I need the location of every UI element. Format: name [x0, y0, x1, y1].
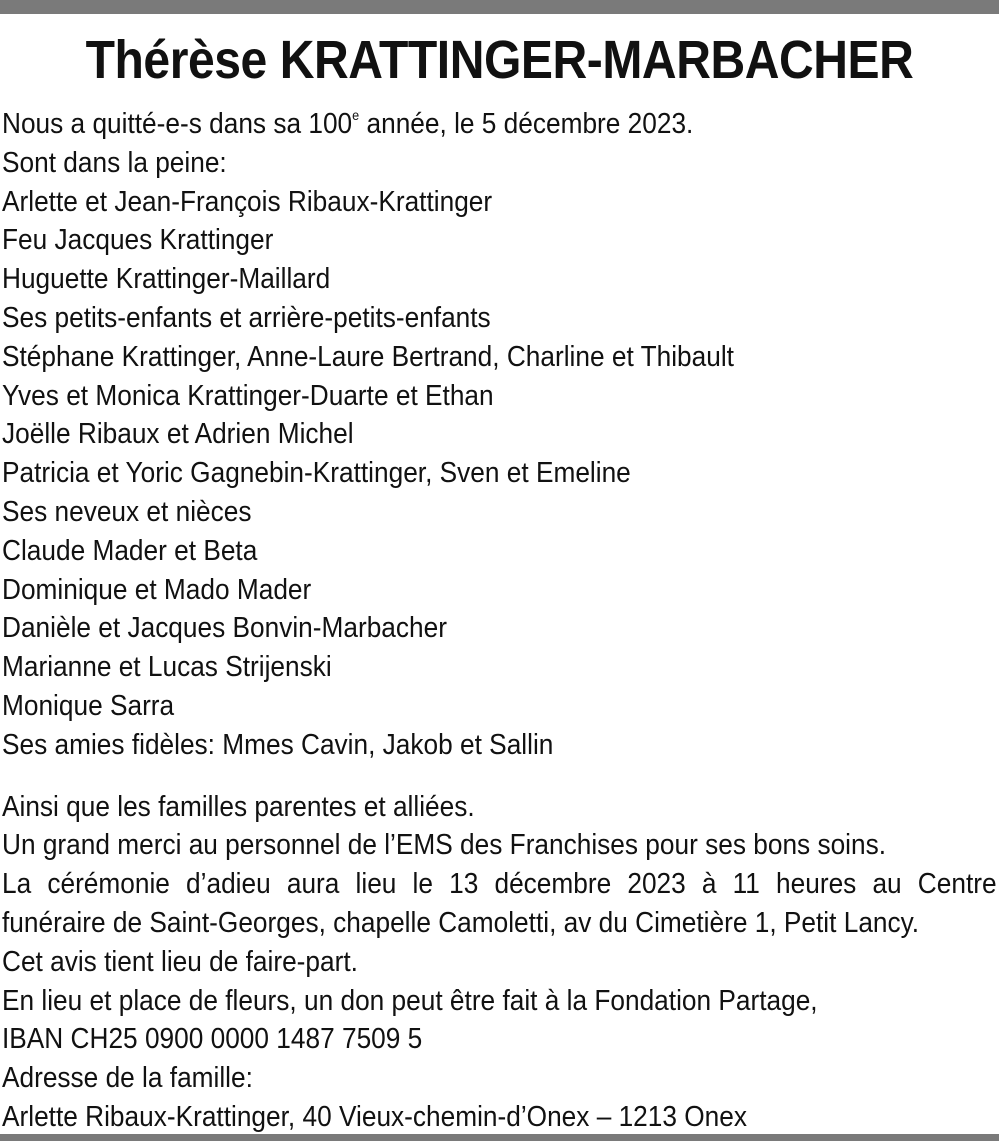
- mourners-heading: Sont dans la peine:: [2, 146, 227, 179]
- family-line: Patricia et Yoric Gagnebin-Krattinger, Sven et Emeline: [2, 457, 631, 490]
- closing-line: Cet avis tient lieu de faire-part.: [2, 945, 358, 978]
- closing-line: Ainsi que les familles parentes et alliées.: [2, 790, 475, 823]
- family-line: Dominique et Mado Mader: [2, 573, 312, 606]
- deceased-given-name: Thérèse: [85, 30, 267, 90]
- family-address-heading: Adresse de la famille:: [2, 1062, 253, 1095]
- family-line: Marianne et Lucas Strijenski: [2, 651, 332, 684]
- ceremony-place-line: funéraire de Saint-Georges, chapelle Camoletti, av du Cimetière 1, Petit Lancy.: [2, 906, 920, 939]
- ceremony-line: La cérémonie d’adieu aura lieu le 13 décembre 2023 à 11 heures au Centre: [2, 868, 997, 901]
- closing-line: Un grand merci au personnel de l’EMS des Franchises pour ses bons soins.: [2, 829, 887, 862]
- family-line: Arlette et Jean-François Ribaux-Krattinger: [2, 185, 493, 218]
- intro-line: [2, 105, 903, 144]
- intro-text: Nous a quitté-e-s dans sa 100: [2, 108, 353, 140]
- family-address-line: Arlette Ribaux-Krattinger, 40 Vieux-chemin-d’Onex – 1213 Onex: [2, 1100, 747, 1133]
- family-line: Monique Sarra: [2, 689, 175, 722]
- family-line: Feu Jacques Krattinger: [2, 224, 274, 257]
- family-line: Ses amies fidèles: Mmes Cavin, Jakob et Sallin: [2, 728, 554, 761]
- family-line: Danièle et Jacques Bonvin-Marbacher: [2, 612, 447, 645]
- ordinal-superscript: e: [352, 107, 360, 123]
- family-line: Yves et Monica Krattinger-Duarte et Ethan: [2, 379, 494, 412]
- family-line: Claude Mader et Beta: [2, 534, 258, 567]
- family-line: Ses petits-enfants et arrière-petits-enfants: [2, 301, 491, 334]
- bottom-rule: [0, 1134, 999, 1141]
- iban-line: IBAN CH25 0900 0000 1487 7509 5: [2, 1023, 423, 1056]
- family-line: Stéphane Krattinger, Anne-Laure Bertrand, Charline et Thibault: [2, 340, 734, 373]
- notice-body: [2, 105, 998, 1137]
- donation-line: En lieu et place de fleurs, un don peut être fait à la Fondation Partage,: [2, 984, 818, 1017]
- paragraph-gap: [2, 765, 998, 788]
- family-line: Ses neveux et nièces: [2, 495, 252, 528]
- deceased-family-name: KRATTINGER-MARBACHER: [279, 30, 914, 90]
- deceased-name-heading: [55, 18, 944, 102]
- family-line: Joëlle Ribaux et Adrien Michel: [2, 418, 354, 451]
- top-rule: [0, 0, 999, 14]
- intro-date-text: année, le 5 décembre 2023.: [359, 108, 694, 140]
- family-line: Huguette Krattinger-Maillard: [2, 263, 331, 296]
